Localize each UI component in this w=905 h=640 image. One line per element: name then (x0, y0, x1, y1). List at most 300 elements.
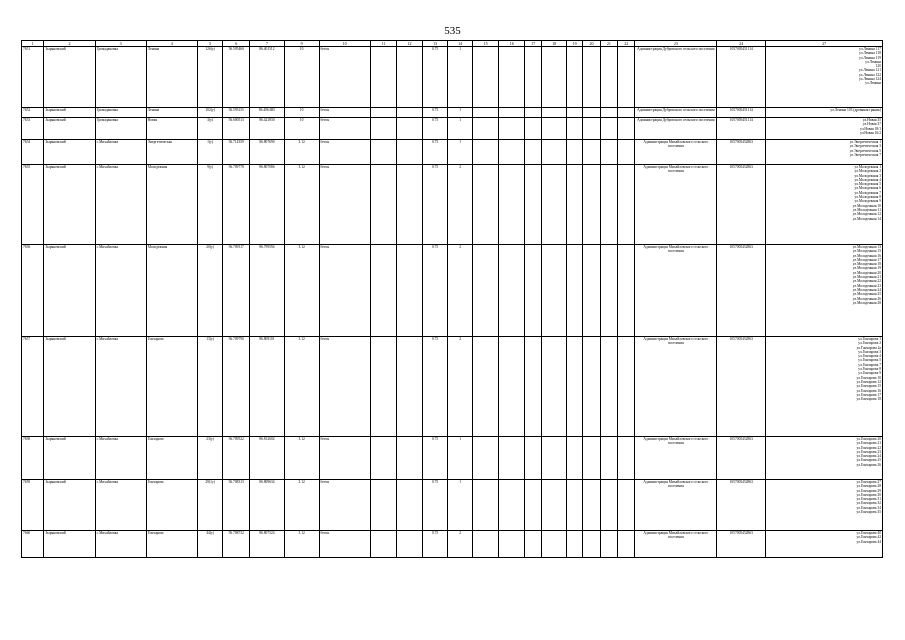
address-item: ул.Гончарова 34 (856, 505, 881, 510)
cell-empty (397, 108, 423, 118)
cell-empty (370, 531, 397, 558)
address-item: ул.Гончарова 35 (856, 510, 881, 515)
cell-ogrn: 1057005451114 (717, 108, 766, 118)
cell-house: 12б(у) (197, 47, 223, 108)
cell-empty (618, 47, 635, 108)
address-item: ул.Молодежная 7 (854, 190, 881, 195)
cell-ogrn: 1057005452863 (717, 437, 766, 480)
cell-area: 3.12 (284, 245, 319, 337)
cell-empty (618, 118, 635, 140)
address-item: ул.Молодежная 24 (852, 287, 881, 292)
address-item: ул.Ленина (865, 59, 881, 64)
address-list (766, 47, 883, 108)
cell-empty (566, 337, 582, 437)
address-item: ул.Молодежная 18 (852, 262, 881, 267)
cell-empty (600, 108, 617, 118)
address-item: ул.Молодежная 17 (852, 257, 881, 262)
cell-empty (583, 108, 600, 118)
cell-empty (499, 47, 525, 108)
cell-empty (472, 47, 499, 108)
cell-house: 102(у) (197, 108, 223, 118)
address-item: ул.Гончарова 10 (856, 375, 881, 380)
cell-empty (370, 47, 397, 108)
cell-empty (583, 165, 600, 245)
cell-lat: 56.709790 (223, 337, 250, 437)
cell-empty (600, 337, 617, 437)
address-item: ул.Молодежная 16 (852, 253, 881, 258)
cell-lon: 86.807086 (250, 165, 285, 245)
cell-num: 7651 (22, 47, 44, 108)
cell-surface: бетон (319, 140, 370, 165)
cell-owner: Администрация Михайловского сельского поселения (635, 480, 717, 531)
cell-c14: 1 (448, 108, 473, 118)
cell-lat: 56.600513 (223, 118, 250, 140)
table-row (22, 108, 883, 118)
cell-district: Зыряновский (44, 165, 95, 245)
address-list (766, 437, 883, 480)
cell-empty (600, 118, 617, 140)
page-number: 535 (444, 25, 461, 37)
cell-empty (542, 337, 567, 437)
cell-lon: 86.809634 (250, 480, 285, 531)
cell-ogrn: 1057005451114 (717, 47, 766, 108)
cell-empty (397, 531, 423, 558)
column-header: 13 (422, 41, 448, 47)
cell-empty (566, 108, 582, 118)
cell-lat: 56.709522 (223, 437, 250, 480)
cell-empty (618, 480, 635, 531)
cell-owner: Администрация Михайловского сельского поселения (635, 140, 717, 165)
column-header: 21 (600, 41, 617, 47)
cell-empty (499, 437, 525, 480)
cell-house: 3(у) (197, 118, 223, 140)
cell-street: Молодежная (146, 245, 197, 337)
address-item: ул.Молодежная 23 (852, 283, 881, 288)
cell-empty (566, 480, 582, 531)
address-item: ул.Гончарова 42 (856, 535, 881, 540)
cell-empty (583, 245, 600, 337)
cell-empty (583, 337, 600, 437)
column-header: 5 (197, 41, 223, 47)
cell-surface: бетон (319, 531, 370, 558)
address-item: ул.Молодежная 6 (854, 186, 881, 191)
cell-surface: бетон (319, 480, 370, 531)
cell-empty (397, 245, 423, 337)
address-item: ул.Гончарова 2а (856, 345, 881, 350)
cell-empty (397, 118, 423, 140)
cell-empty (566, 165, 582, 245)
cell-district: Зыряновский (44, 140, 95, 165)
cell-c14: 1 (448, 47, 473, 108)
cell-surface: бетон (319, 437, 370, 480)
cell-lat: 56.709317 (223, 245, 250, 337)
cell-locality: с.Михайловка (95, 437, 146, 480)
cell-district: Зыряновский (44, 337, 95, 437)
cell-lat: 56.593155 (223, 108, 250, 118)
address-item: ул.Гончарова 23 (856, 449, 881, 454)
cell-lon: 86.421830 (250, 118, 285, 140)
cell-locality: Громадановка (95, 118, 146, 140)
cell-empty (472, 437, 499, 480)
cell-owner: Администрация Михайловского сельского поселения (635, 165, 717, 245)
cell-empty (472, 165, 499, 245)
table-row (22, 140, 883, 165)
cell-empty (525, 108, 542, 118)
address-item: ул.Гончарова 2 (858, 341, 881, 346)
cell-locality: с.Михайловка (95, 245, 146, 337)
address-item: ул.Молодежная 25 (852, 292, 881, 297)
cell-c13: 0.75 (422, 531, 448, 558)
column-header: 19 (566, 41, 582, 47)
cell-lat: 56.714359 (223, 140, 250, 165)
address-item: ул.Ленина 122 (859, 72, 881, 77)
cell-surface: бетон (319, 337, 370, 437)
cell-district: Зыряновский (44, 531, 95, 558)
table-row (22, 480, 883, 531)
address-item: ул.Энергетическая 3 (849, 144, 881, 149)
cell-locality: Громадановка (95, 47, 146, 108)
cell-house: 29(1у) (197, 480, 223, 531)
cell-house: 44(у) (197, 531, 223, 558)
cell-street: Новая (146, 118, 197, 140)
cell-empty (370, 165, 397, 245)
column-header: 7 (250, 41, 285, 47)
address-item: ул.Молодежная 12 (852, 212, 881, 217)
column-header: 22 (618, 41, 635, 47)
cell-c14: 2 (448, 531, 473, 558)
address-item: ул.Ленина (865, 81, 881, 86)
address-item: ул.Молодежная 26 (852, 296, 881, 301)
cell-num: 7658 (22, 437, 44, 480)
address-item: ул.Молодежная 2 (854, 169, 881, 174)
cell-lon: 86.799594 (250, 245, 285, 337)
cell-c14: 2 (448, 245, 473, 337)
cell-lon: 86.401512 (250, 47, 285, 108)
cell-ogrn: 1057005452863 (717, 140, 766, 165)
address-item: ул.Гончарова 29 (856, 488, 881, 493)
cell-area: 3.12 (284, 437, 319, 480)
cell-house: 23(у) (197, 437, 223, 480)
cell-empty (542, 437, 567, 480)
address-item: ул.Гончарова 27 (856, 480, 881, 484)
cell-empty (525, 480, 542, 531)
cell-c14: 1 (448, 140, 473, 165)
table-row (22, 245, 883, 337)
cell-num: 7656 (22, 245, 44, 337)
cell-empty (600, 480, 617, 531)
address-item: ул.Молодежная 4 (854, 177, 881, 182)
cell-surface: бетон (319, 108, 370, 118)
cell-ogrn: 1057005452863 (717, 531, 766, 558)
cell-street: Ленина (146, 108, 197, 118)
address-item: ул.Гончарова 1 (858, 337, 881, 341)
address-item: ул.Новая 35 (862, 118, 881, 122)
cell-empty (542, 165, 567, 245)
table-row (22, 118, 883, 140)
address-list (766, 140, 883, 165)
address-item: ул.Энергетическая 1 (849, 140, 881, 144)
cell-num: 7657 (22, 337, 44, 437)
cell-c13: 0.75 (422, 245, 448, 337)
address-item: ул.Гончарова 30 (856, 492, 881, 497)
address-item: ул.Молодежная 19 (852, 266, 881, 271)
cell-district: Зыряновский (44, 118, 95, 140)
column-header: 16 (499, 41, 525, 47)
column-header: 27 (766, 41, 883, 47)
cell-lon: 86.807524 (250, 531, 285, 558)
cell-district: Зыряновский (44, 47, 95, 108)
address-item: ул.Гончарова 3 (858, 349, 881, 354)
cell-empty (600, 437, 617, 480)
cell-area: 3.12 (284, 165, 319, 245)
column-header: 15 (472, 41, 499, 47)
address-item: ул.Молодежная 3 (854, 173, 881, 178)
cell-empty (600, 47, 617, 108)
cell-empty (618, 140, 635, 165)
address-item: ул.Гончарова 16 (856, 388, 881, 393)
cell-house: 1(у) (197, 140, 223, 165)
address-item: ул.Молодежная 20 (852, 270, 881, 275)
address-item: ул.Молодежная 9 (854, 199, 881, 204)
address-item: ул.Гончарова 18 (856, 397, 881, 402)
cell-empty (618, 165, 635, 245)
cell-surface: бетон (319, 47, 370, 108)
cell-locality: с.Михайловка (95, 140, 146, 165)
cell-locality: Громадановка (95, 108, 146, 118)
address-list (766, 337, 883, 437)
cell-lon: 86.406.685 (250, 108, 285, 118)
cell-empty (472, 245, 499, 337)
register-table (21, 40, 883, 558)
cell-c14: 1 (448, 437, 473, 480)
address-item: ул.Гончарова 4 (858, 354, 881, 359)
address-item: ул.Гончарова 21 (856, 441, 881, 446)
column-header: 6 (223, 41, 250, 47)
cell-empty (472, 531, 499, 558)
cell-street: Гончарова (146, 531, 197, 558)
address-item: ул.Гончарова 7 (858, 362, 881, 367)
cell-c13: 0.75 (422, 337, 448, 437)
column-header: 14 (448, 41, 473, 47)
address-item: ул.Молодежная 8 (854, 195, 881, 200)
cell-street: Гончарова (146, 437, 197, 480)
cell-empty (566, 47, 582, 108)
address-item: ул.Энергетическая 7 (849, 152, 881, 157)
address-item: ул.Энергетическая 5 (849, 148, 881, 153)
cell-empty (499, 245, 525, 337)
cell-c14: 2 (448, 165, 473, 245)
address-item: ул.Гончарова 20 (856, 437, 881, 441)
cell-num: 7659 (22, 480, 44, 531)
cell-owner: Администрация Михайловского сельского поселения (635, 437, 717, 480)
cell-empty (542, 245, 567, 337)
cell-locality: с.Михайловка (95, 337, 146, 437)
cell-empty (525, 245, 542, 337)
cell-empty (542, 118, 567, 140)
cell-num: 7653 (22, 118, 44, 140)
address-list (766, 480, 883, 531)
cell-c13: 0.75 (422, 108, 448, 118)
cell-empty (542, 108, 567, 118)
cell-empty (397, 480, 423, 531)
cell-empty (542, 531, 567, 558)
cell-c14: 2 (448, 337, 473, 437)
cell-surface: бетон (319, 245, 370, 337)
address-item: ул.Новая 37 (862, 122, 881, 127)
cell-empty (499, 165, 525, 245)
cell-ogrn: 1057005452863 (717, 480, 766, 531)
cell-locality: с.Михайловка (95, 480, 146, 531)
cell-c13: 0.75 (422, 437, 448, 480)
cell-empty (600, 165, 617, 245)
cell-empty (370, 480, 397, 531)
cell-area: 3.12 (284, 337, 319, 437)
cell-empty (525, 165, 542, 245)
cell-num: 7660 (22, 531, 44, 558)
cell-empty (583, 47, 600, 108)
cell-empty (618, 437, 635, 480)
cell-empty (499, 531, 525, 558)
cell-empty (499, 337, 525, 437)
cell-empty (566, 118, 582, 140)
cell-empty (618, 108, 635, 118)
address-item: ул.Новая 18/1 (860, 126, 881, 131)
cell-empty (583, 437, 600, 480)
address-item: ул.Гончарова 8 (858, 367, 881, 372)
cell-lon: 86.812602 (250, 437, 285, 480)
cell-c13: 0.75 (422, 140, 448, 165)
cell-c13: 0.75 (422, 165, 448, 245)
address-item: ул.Молодежная 13 (852, 245, 881, 249)
cell-area: 3.12 (284, 140, 319, 165)
cell-num: 7654 (22, 140, 44, 165)
address-list (766, 118, 883, 140)
cell-street: Гончарова (146, 337, 197, 437)
cell-area: 3.12 (284, 480, 319, 531)
cell-street: Ленина (146, 47, 197, 108)
table-row (22, 165, 883, 245)
cell-owner: Администрация Михайловского сельского поселения (635, 531, 717, 558)
address-item: ул.Молодежная 21 (852, 275, 881, 280)
column-header: 12 (397, 41, 423, 47)
cell-lat: 56.708732 (223, 531, 250, 558)
address-item: 120 (875, 64, 881, 69)
cell-empty (583, 531, 600, 558)
cell-empty (397, 140, 423, 165)
cell-empty (525, 47, 542, 108)
address-item: ул.Молодежная 11 (852, 207, 881, 212)
cell-district: Зыряновский (44, 480, 95, 531)
cell-empty (370, 337, 397, 437)
column-header: 23 (635, 41, 717, 47)
cell-district: Зыряновский (44, 437, 95, 480)
cell-empty (600, 245, 617, 337)
cell-locality: с.Михайловка (95, 531, 146, 558)
cell-empty (566, 437, 582, 480)
address-item: ул.Гончарова 32 (856, 501, 881, 506)
address-item: ул.Ленина 118 (859, 51, 881, 56)
cell-lon: 86.809101 (250, 337, 285, 437)
address-item: ул.Ленина 103 (дровяная гряник) (830, 108, 881, 112)
cell-ogrn: 1057005451114 (717, 118, 766, 140)
cell-empty (370, 245, 397, 337)
cell-empty (583, 140, 600, 165)
column-header: 9 (284, 41, 319, 47)
cell-empty (618, 245, 635, 337)
cell-empty (472, 140, 499, 165)
cell-street: Энергетическая (146, 140, 197, 165)
cell-empty (542, 480, 567, 531)
column-header: 4 (146, 41, 197, 47)
cell-area: 10 (284, 47, 319, 108)
column-header: 11 (370, 41, 397, 47)
cell-street: Гончарова (146, 480, 197, 531)
address-item: ул.Молодежная 15 (852, 249, 881, 254)
column-header: 24 (717, 41, 766, 47)
cell-area: 3.12 (284, 531, 319, 558)
address-item: ул.Гончарова 28 (856, 484, 881, 489)
cell-empty (583, 480, 600, 531)
cell-empty (618, 531, 635, 558)
address-item: ул.Гончарова 17 (856, 392, 881, 397)
cell-empty (472, 108, 499, 118)
address-item: ул.Гончарова 40 (856, 531, 881, 535)
cell-owner: Администрация Дубровского сельского поселения (635, 118, 717, 140)
cell-empty (525, 140, 542, 165)
address-item: ул.Гончарова 22 (856, 445, 881, 450)
cell-empty (397, 437, 423, 480)
cell-c14: 1 (448, 480, 473, 531)
column-header: 20 (583, 41, 600, 47)
cell-lat: 56.595460 (223, 47, 250, 108)
cell-house: 20(у) (197, 245, 223, 337)
cell-empty (370, 437, 397, 480)
address-item: ул.Гончарова 31 (856, 497, 881, 502)
address-item: ул.Молодежная 10 (852, 203, 881, 208)
cell-owner: Администрация Михайловского сельского поселения (635, 337, 717, 437)
cell-empty (525, 437, 542, 480)
cell-empty (542, 140, 567, 165)
cell-empty (600, 531, 617, 558)
cell-owner: Администрация Дубровского сельского поселения (635, 47, 717, 108)
cell-empty (600, 140, 617, 165)
column-header: 1 (22, 41, 44, 47)
cell-c14: 1 (448, 118, 473, 140)
table-row (22, 531, 883, 558)
address-item: ул.Гончарова 25 (856, 458, 881, 463)
table-row (22, 437, 883, 480)
cell-empty (472, 480, 499, 531)
cell-empty (583, 118, 600, 140)
cell-c13: 0.75 (422, 47, 448, 108)
cell-num: 7655 (22, 165, 44, 245)
cell-house: 13(у) (197, 337, 223, 437)
column-header: 2 (44, 41, 95, 47)
address-item: ул.Молодежная 5 (854, 182, 881, 187)
cell-empty (525, 118, 542, 140)
address-list (766, 531, 883, 558)
address-item: ул.Гончарова 12 (856, 379, 881, 384)
address-item: ул.Гончарова 15 (856, 384, 881, 389)
cell-area: 10 (284, 108, 319, 118)
address-item: ул.Ленина 124 (859, 77, 881, 82)
cell-empty (566, 245, 582, 337)
cell-surface: бетон (319, 165, 370, 245)
column-header: 3 (95, 41, 146, 47)
column-header: 18 (542, 41, 567, 47)
cell-num: 7652 (22, 108, 44, 118)
address-item: ул.Гончарова 44 (856, 539, 881, 544)
